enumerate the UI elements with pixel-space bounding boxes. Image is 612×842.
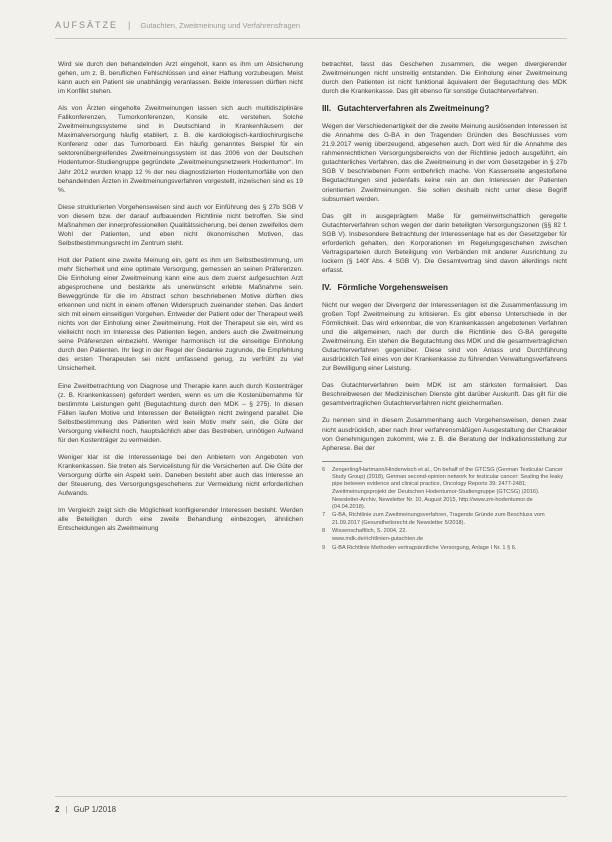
paragraph: Das Gutachterverfahren beim MDK ist am stärksten formalisiert. Das Beschreibwesen der Medizinischen Dienste gibt darüber Auskunft. Das gilt für die gesamtvertraglichen Gutachterverfahren nicht gleichermaßen.	[322, 382, 567, 408]
paragraph: Eine Zweitbetrachtung von Diagnose und Therapie kann auch durch Kostenträger (z. B. Krankenkassen) gefordert werden, wenn es um die Kostenübernahme für bestimmte Leistungen geht (Begutachtung durch den MDK – § 275). In diesen Fällen laufen Motive und Interessen der Beteiligten nicht zwingend parallel. Die Selbstbestimmung des Patienten wird kein Motiv mehr sein, die Güte der Versorgung vielleicht noch, hauptsächlich aber das Bestreben, unnötigen Aufwand für den Kostenträger zu vermeiden.	[58, 382, 303, 444]
footnote-number: 9	[322, 544, 326, 551]
paragraph: Im Vergleich zeigt sich die Möglichkeit konfligierender Interessen besteht. Werden alle Beteiligten durch eine zweite Behandlung einbezogen, ähnlichen Entscheidungen als Zweitmeinung	[58, 507, 303, 533]
left-column	[58, 60, 303, 541]
footnote-number: 7	[322, 512, 326, 519]
paragraph: Wegen der Verschiedenartigkeit der die zweite Meinung auslösenden Interessen ist die Annahme des G-BA in den Tragenden Gründen des Beschlusses vom 21.9.2017 wenig überzeugend, abgesehen auch. Dort wird für die Annahme des rahmenrechtlichen Versorgungsbereichs von der Richtlinie jedoch ausgeführt, ein gutachterliches Verfahren, das die Zweitmeinung in der vom Gesetzgeber in § 27b SGB V beschriebenen Form entbehrlich mache. Von Kassenseite angestoßene Begutachtungen sind jedenfalls keine rein an den Interessen der Patienten orientierten Zweitmeinungen. Sie sollen deshalb nicht unter diese Begriff subsumiert werden.	[322, 123, 567, 203]
footnote-text: Wissenschaftlich, S. 2004, 22.	[332, 528, 407, 535]
paragraph: Holt der Patient eine zweite Meinung ein, geht es ihm um Selbstbestimmung, um mehr Sicherheit und eine optimale Versorgung, gemessen an seinen Präferenzen. Die Einholung einer Zweitmeinung kann eine aus dem zuerst aufgesuchten Arzt abgesprochene und bestärkte als unerwünscht erlebte Maßnahme sein. Beweggründe für die im Abstract schon beschriebenen Motive dürften dies erkennen und nicht in einem offenen Widerspruch zueinander stehen. Das ändert sich mit einem einseitigen Vorgehen. Entweder der Patient oder der Therapeut weiß nichts von der Einholung einer Zweitmeinung. Holt der Therapeut sie ein, wird es vielleicht noch im Interesse des Patienten liegen, anders auch die Zweitmeinung seine Präferenzen einbezieht. Weniger harmonisch ist die einseitige Einholung durch den Patienten. Ihr liegt in der Regel der Gedanke zugrunde, die Empfehlung des ersten Therapeuten sei nicht umfassend genug, zu verfrüht zu viel Unsicherheit.	[58, 256, 303, 373]
section-kicker: AUFSÄTZE	[55, 20, 119, 30]
footnotes	[322, 467, 567, 552]
footnote-rule	[322, 461, 362, 462]
paragraph: Als von Ärzten eingeholte Zweitmeinungen lassen sich auch multidisziplinäre Fallkonferenzen, Tumorkonferenzen, Konsile etc. verstehen. Solche Zweitmeinungssysteme sind in Deutschland in Krankenhäusern der Maximalversorgung häufig etabliert, z. B. die kardiologisch-kardiochirurgische Konferenz oder das Tumorboard. Ein häufig genanntes Beispiel für ein sektorenübergreifendes Zweitmeinungssystem ist das 2006 von der Deutschen Hodentumor-Studiengruppe gegründete „Zweitmeinungsnetzwerk Hodentumor“. Im Jahr 2012 wurden knapp 12 % der neu diagnostizierten Hodentumorfälle von den behandelnden Ärzten in Zweitmeinungsverfahren vorgestellt, inzwischen sind es 19 %.	[58, 105, 303, 194]
footer-separator: |	[65, 804, 68, 814]
footnote-number	[322, 536, 332, 543]
paragraph: Diese strukturierten Vorgehensweisen sind auch vor Einführung des § 27b SGB V von diesem bzw. der darauf aufbauenden Richtlinie nicht betroffen. Sie sind Maßnahmen der innerprofessionellen Qualitätssicherung, bei denen zweifellos dem Wohl der Patienten, und eben nicht ökonomischen Motiven, das Selbstbestimmungsrecht im Zentrum steht.	[58, 203, 303, 247]
paragraph: Wird sie durch den behandelnden Arzt eingeholt, kann es ihm um Absicherung gehen, um z. B. beruflichen Fehlschlüssen und einer Haftung vorzubeugen. Meist kann auch ein Patient sie unabhängig veranlassen. Beide Interessen dürften nicht im Konflikt stehen.	[58, 61, 303, 96]
heading-number: III.	[322, 104, 332, 114]
paragraph: betrachtet, fasst das Geschehen zusammen, die wegen divergierender Zweitmeinungen nicht unstreitig entstanden. Die Einholung einer Zweitmeinung durch den Patienten ist nicht funktional äquivalent der Begutachtung des MDK durch die Krankenkasse. Das gilt ebenso für sonstige Gutachterverfahren.	[322, 61, 567, 96]
footnote-text: G-BA Richtlinie Methoden vertragsärztliche Versorgung, Anlage I Nr. 1 § 6.	[332, 544, 517, 551]
right-column	[322, 60, 567, 553]
running-title: Gutachten, Zweitmeinung und Verfahrensfragen	[140, 20, 301, 30]
paragraph: Nicht nur wegen der Divergenz der Interessenlagen ist die Zusammenfassung im großen Topf Zweitmeinung zu kritisieren. Es gibt ebenso Unterschiede in der Förmlichkeit. Das wird erkennbar, die von Krankenkassen angebotenen Verfahren und die allgemeinen, nach der durch die Richtlinie des G-BA geregelte Zweitmeinung. Ein stehen die Begutachtung des MDK und die gesamtvertraglichen Gutachterverfahren gegenüber. Diese sind von Anlass und Durchführung ausdrücklich Teil eines von der Krankenkasse zu führenden Verwaltungsverfahrens zur Bewilligung einer Leistung.	[322, 301, 567, 373]
page-header	[55, 14, 565, 36]
page-number: 2	[55, 804, 60, 814]
header-separator: |	[128, 20, 131, 30]
paragraph: Das gilt in ausgeprägtem Maße für gemeinwirtschaftlich geregelte Gutachterverfahren schon wegen der darin beteiligten Versorgungszonen (§§ 82 f. SGB V). Insbesondere Betrachtung der Interessenlage hat es der Gesetzgeber für erforderlich gehalten, den Korporationen im Regelungsgeschehen zwischen Vertragsparteien durch Beteiligung von Verbänden mit anderer Ausrichtung zu lockern (§ 140f Abs. 4 SGB V). Die Gesamtvertrag sind davon allerdings nicht erfasst.	[322, 212, 567, 274]
paragraph: Weniger klar ist die Interessenlage bei den Anbietern von Angeboten von Krankenkassen. Sie treten als Servicelistung für die Versicherten auf. Die Güte der Versorgung dürfte ein Aspekt sein. Daneben besteht aber auch das Interesse an der Steuerung, des Versorgungsgeschehens zur Vermeidung nicht erforderlichen Aufwands.	[58, 453, 303, 498]
footnote	[322, 536, 567, 543]
heading-text: Gutachterverfahren als Zweitmeinung?	[337, 104, 490, 114]
heading-text: Förmliche Vorgehensweisen	[337, 282, 448, 292]
footnote	[322, 467, 567, 496]
section-heading-iii	[322, 104, 567, 113]
footnote-number: 6	[322, 466, 326, 473]
footnote-text: Newsletter-Archiv, Newsletter Nr. 10, August 2015, http://www.zm-hodentumor.de (04.04.2018).	[332, 496, 533, 511]
footer-rule	[55, 796, 567, 797]
footnote-text: Zengerling/Hartmann/Hinderwisch et al., On behalf of the GTCSG (German Testicular Cancer Study Group) (2018), German second-opinion network for testicular cancer: Sealing the leaky pipe between evidence and clinical practice, Oncology Reports 39: 2477-2481; Zweitmeinungsprojekt der Deutschen Hodentumor-Studiengruppe (GTCSG) (2016).	[332, 466, 564, 495]
section-heading-iv	[322, 283, 567, 292]
footnote-text: www.mdk.de/richtlinien-gutachten.de	[332, 536, 424, 543]
footnote-number: 8	[322, 528, 326, 535]
page-footer	[55, 802, 116, 816]
footnote-text: G-BA, Richtlinie zum Zweitmeinungsverfahren, Tragende Gründe zum Beschluss vom 21.09.2017 (Gesundheitsrecht.de Newsletter 5/2018).	[332, 512, 545, 526]
heading-number: IV.	[322, 282, 332, 292]
journal-issue: GuP 1/2018	[73, 804, 117, 814]
footnote	[322, 528, 567, 535]
header-rule	[55, 38, 567, 39]
paragraph: Zu nennen sind in diesem Zusammenhang auch Vorgehensweisen, denen zwar nicht ausdrücklich, aber nach ihrer verfahrensmäßigen Ausgestaltung der Charakter von Genehmigungen zukommt, wie z. B. die Beratung der Indikationsstellung zur Apherese. Bei der	[322, 417, 567, 452]
footnote	[322, 512, 567, 527]
footnote-number	[322, 497, 332, 512]
footnote	[322, 545, 567, 552]
footnote	[322, 497, 567, 512]
